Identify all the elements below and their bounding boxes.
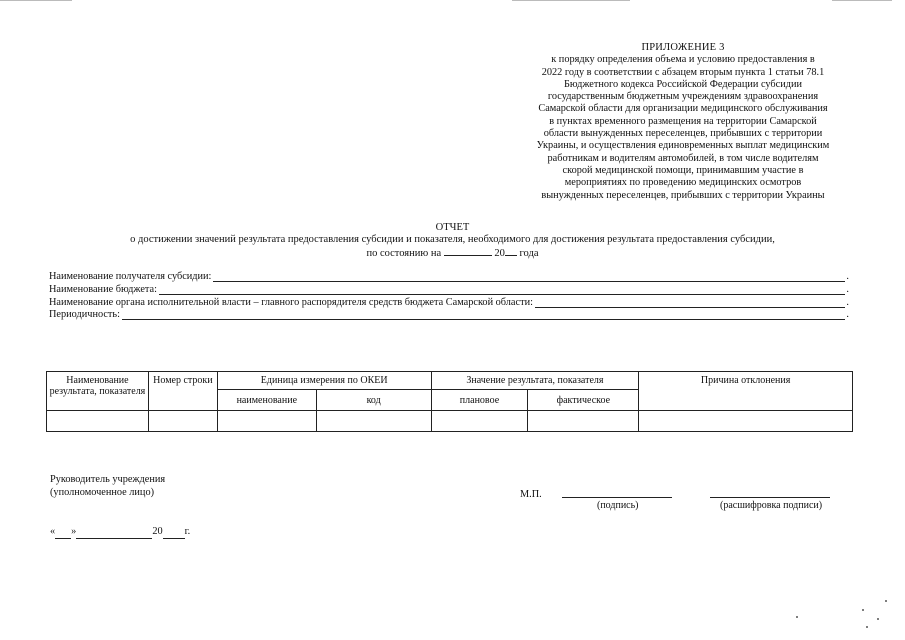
table-cell[interactable] xyxy=(316,411,431,432)
report-date-blank[interactable] xyxy=(444,246,492,256)
scan-speck xyxy=(885,600,887,602)
stamp-label: М.П. xyxy=(520,489,542,500)
budget-row xyxy=(49,284,849,295)
periodicity-field[interactable] xyxy=(122,309,845,320)
report-year-blank[interactable] xyxy=(505,246,517,256)
periodicity-label: Периодичность: xyxy=(49,309,120,320)
recipient-field[interactable] xyxy=(213,271,845,282)
col-name-header: Наименование результата, показателя xyxy=(47,372,149,411)
report-title: ОТЧЕТ xyxy=(435,222,470,233)
appendix-line: к порядку определения объема и условию предоставления в xyxy=(551,54,815,66)
report-date-suffix: года xyxy=(519,248,539,259)
sign-month-blank[interactable] xyxy=(76,529,152,539)
end-mark: . xyxy=(846,309,849,320)
table-cell[interactable] xyxy=(639,411,853,432)
table-cell[interactable] xyxy=(47,411,149,432)
appendix-line: мероприятиях по проведению медицинских осмотров xyxy=(564,177,802,189)
scan-speck xyxy=(866,626,868,628)
sign-day-blank[interactable] xyxy=(55,529,71,539)
table-cell[interactable] xyxy=(431,411,528,432)
authority-label: Наименование органа исполнительной власти – главного распорядителя средств бюджета Самарской области: xyxy=(49,297,533,308)
col-reason-header: Причина отклонения xyxy=(639,372,853,411)
head-line1: Руководитель учреждения xyxy=(50,474,166,485)
col-value-planned-header: плановое xyxy=(431,390,528,411)
sign-date-close: » xyxy=(71,526,77,537)
sign-year-blank[interactable] xyxy=(163,529,185,539)
appendix-line: государственным бюджетным учреждениям здравоохранения xyxy=(547,91,819,103)
scan-speck xyxy=(877,618,879,620)
appendix-line: 2022 году в соответствии с абзацем вторым пункта 1 статьи 78.1 xyxy=(541,66,825,78)
table-cell[interactable] xyxy=(148,411,217,432)
end-mark: . xyxy=(846,297,849,308)
appendix-line: Бюджетного кодекса Российской Федерации субсидии xyxy=(564,78,802,90)
recipient-label: Наименование получателя субсидии: xyxy=(49,271,212,282)
authority-row xyxy=(49,297,849,308)
head-block xyxy=(50,474,165,499)
report-date-year: 20 xyxy=(494,248,505,259)
appendix-line: в пунктах временного размещения на территории Самарской xyxy=(549,115,817,127)
appendix-line: работникам и водителям автомобилей, в том числе водителям xyxy=(547,152,819,164)
sign-date-year: 20 xyxy=(152,526,163,537)
report-date-prefix: по состоянию на xyxy=(366,248,442,259)
appendix-line: области вынужденных переселенцев, прибывших с территории xyxy=(543,128,823,140)
signature-caption: (подпись) xyxy=(597,500,639,511)
budget-label: Наименование бюджета: xyxy=(49,284,157,295)
signature-line[interactable] xyxy=(562,497,672,498)
signature-decode-caption: (расшифровка подписи) xyxy=(720,500,823,511)
appendix-line: скорой медицинской помощи, принимавшим участие в xyxy=(562,164,804,176)
sign-date-open: « xyxy=(50,526,56,537)
appendix-line: вынужденных переселенцев, прибывших с территории Украины xyxy=(541,189,825,201)
scan-edge-mark xyxy=(832,0,892,1)
report-table xyxy=(46,371,853,432)
scan-edge-mark xyxy=(0,0,72,1)
appendix-line: Украины, и осуществления единовременных выплат медицинским xyxy=(536,140,830,152)
appendix-line: Самарской области для организации медицинского обслуживания xyxy=(538,103,828,115)
col-unit-name-header: наименование xyxy=(217,390,316,411)
col-value-actual-header: фактическое xyxy=(528,390,639,411)
signature-decode-line[interactable] xyxy=(710,497,830,498)
scan-speck xyxy=(862,609,864,611)
col-row-number-header: Номер строки xyxy=(148,372,217,411)
head-line2: (уполномоченное лицо) xyxy=(50,486,155,498)
scan-speck xyxy=(796,616,798,618)
col-unit-code-header: код xyxy=(316,390,431,411)
end-mark: . xyxy=(846,284,849,295)
table-cell[interactable] xyxy=(528,411,639,432)
report-title-block xyxy=(0,222,905,260)
recipient-row xyxy=(49,271,849,282)
budget-field[interactable] xyxy=(159,284,845,295)
sign-date-line xyxy=(50,526,190,539)
periodicity-row xyxy=(49,309,849,320)
appendix-heading: ПРИЛОЖЕНИЕ 3 xyxy=(641,42,725,53)
col-unit-header: Единица измерения по ОКЕИ xyxy=(217,372,431,390)
authority-field[interactable] xyxy=(535,297,845,308)
table-cell[interactable] xyxy=(217,411,316,432)
report-subtitle: о достижении значений результата предоставления субсидии и показателя, необходимого для достижения результата предоставления субсидии, xyxy=(130,234,775,245)
appendix-block xyxy=(523,42,843,202)
scan-edge-mark xyxy=(512,0,630,1)
end-mark: . xyxy=(846,271,849,282)
report-date-line xyxy=(0,246,905,260)
table-row xyxy=(47,411,853,432)
sign-date-g: г. xyxy=(184,526,191,537)
col-value-header: Значение результата, показателя xyxy=(431,372,639,390)
